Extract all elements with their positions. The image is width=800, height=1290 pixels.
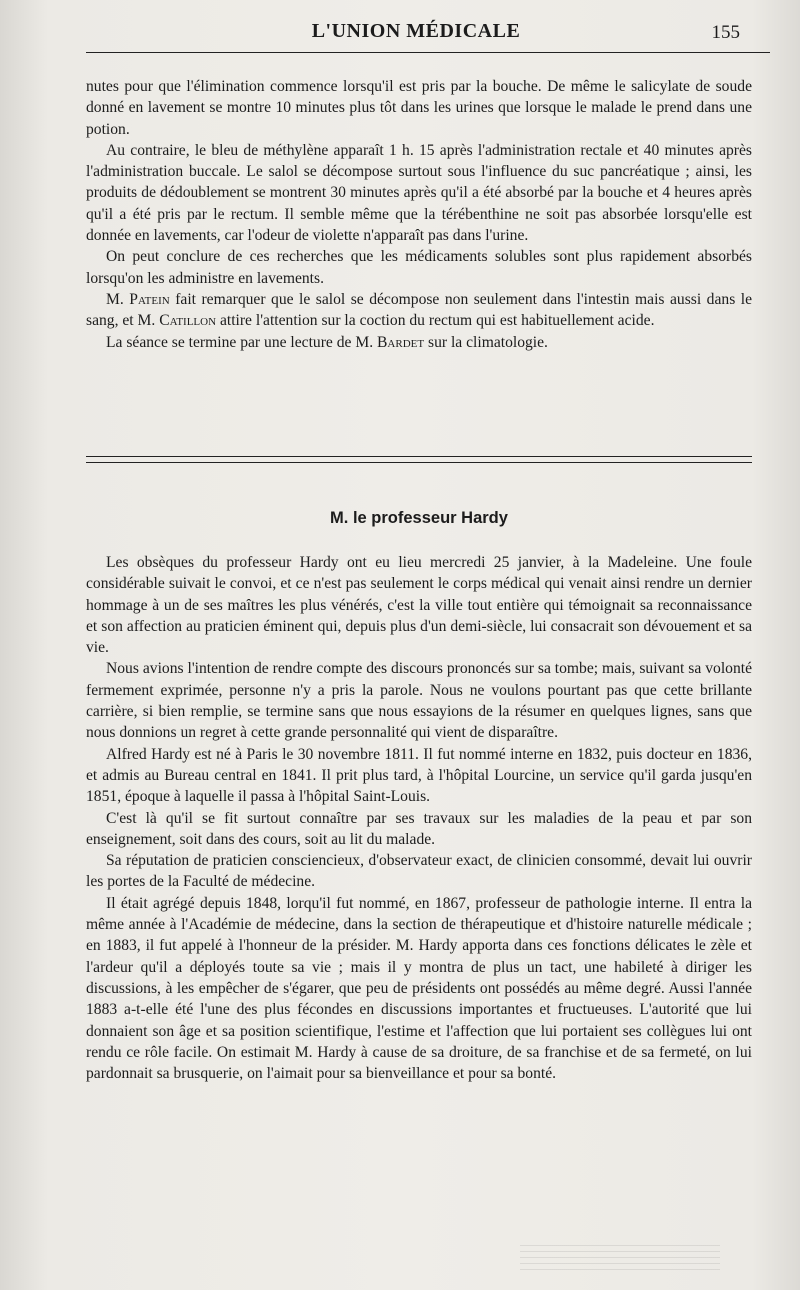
paragraph: nutes pour que l'élimination commence lorsqu'il est pris par la bouche. De même le salicylate de soude donné en lavement se montre 10 minutes plus tôt dans les urines que lorsque le malade le prend dans une potion. [86,78,752,138]
journal-title: L'UNION MÉDICALE [311,20,521,42]
paragraph: Les obsèques du professeur Hardy ont eu lieu mercredi 25 janvier, à la Madeleine. Une foule considérable suivait le convoi, et ce n'est pas seulement le corps médical qui venait ainsi rendre un dernier hommage à un de ses maîtres les plus vénérés, c'est la ville tout entière qui témoignait sa reconnaissance et son affection au praticien éminent qui, depuis plus d'un demi-siècle, lui consacrait son dévouement et sa vie. [86,554,752,657]
paragraph: C'est là qu'il se fit surtout connaître par ses travaux sur les maladies de la peau et par son enseignement, soit dans des cours, soit au lit du malade. [86,809,752,848]
paragraph: Alfred Hardy est né à Paris le 30 novembre 1811. Il fut nommé interne en 1832, puis docteur en 1836, et admis au Bureau central en 1841. Il prit plus tard, à l'hôpital Lourcine, un service qu'il garda jusqu'en 1851, époque à laquelle il passa à l'hôpital Saint-Louis. [86,745,752,806]
paragraph-patein [86,289,752,332]
paragraph: Il était agrégé depuis 1848, lorqu'il fut nommé, en 1867, professeur de pathologie interne. Il entra la même année à l'Académie de médecine, dans la section de thérapeutique et d'histoire naturelle médicale ; en 1883, il fut appelé à l'honneur de la présider. M. Hardy apporta dans ces fonctions délicates le zèle et l'ardeur qu'il a déployés toute sa vie ; mais il y montra de plus un tact, une habileté à diriger les discussions, à les empêcher de s'égarer, que peu de présidents ont possédés au même degré. Aussi l'année 1883 a-t-elle été l'une des plus fécondes en discussions importantes et fructueuses. L'autorité que lui donnaient son âge et sa position scientifique, l'estime et l'affection que lui portaient ses collègues lui ont rendu ce rôle facile. On estimait M. Hardy à cause de sa droiture, de sa franchise et de sa fermeté, on lui pardonnait sa brusquerie, on l'aimait pour sa bienveillance et pour sa bonté. [86,894,752,1083]
author-name: Catillon [159,312,217,330]
text-run: fait remarquer que le salol se décompose non seulement dans l'intestin mais aussi dans le sang, et M. [86,290,753,330]
paragraph: Nous avions l'intention de rendre compte des discours prononcés sur sa tombe; mais, suivant sa volonté fermement exprimée, personne n'y a pris la parole. Nous ne voulons pourtant pas que cette brillante carrière, si bien remplie, se termine sans que nous essayions de la résumer en quelques lignes, sans que nous donnions un regret à cette grande personnalité qui vient de disparaître. [86,660,752,742]
page-number: 155 [711,22,740,43]
paragraph: On peut conclure de ces recherches que les médicaments solubles sont plus rapidement absorbés lorsqu'on les administre en lavements. [86,248,752,287]
author-name: Patein [129,290,170,308]
obituary-body [86,552,752,1084]
show-through-texture [520,1240,720,1270]
paragraph: Sa réputation de praticien consciencieux, d'observateur exact, de clinicien consommé, devait lui ouvrir les portes de la Faculté de médecine. [86,852,752,891]
running-head [80,18,752,48]
text-run: sur la climatologie. [424,333,548,351]
paragraph: Au contraire, le bleu de méthylène apparaît 1 h. 15 après l'administration rectale et 40 minutes après l'administration buccale. Le salol se décompose surtout sous l'influence du suc pancréatique ; ainsi, les produits de dédoublement se montrent 30 minutes après qu'il a été absorbé par la bouche et 4 heures après qu'il a été pris par le rectum. Il semble même que la térébenthine ne soit pas absorbée lorsqu'elle est donnée en lavements, car l'odeur de violette n'apparaît pas dans l'urine. [86,141,752,245]
section-divider [86,456,752,463]
author-name: Bardet [377,333,425,351]
text-run: La séance se termine par une lecture de M. [106,333,378,351]
article-continuation [86,76,752,353]
header-rule [86,52,770,53]
section-title: M. le professeur Hardy [330,509,508,527]
paragraph-closing [86,332,752,353]
text-run: attire l'attention sur la coction du rectum qui est habituellement acide. [216,312,655,330]
text-run: M. [106,290,130,308]
